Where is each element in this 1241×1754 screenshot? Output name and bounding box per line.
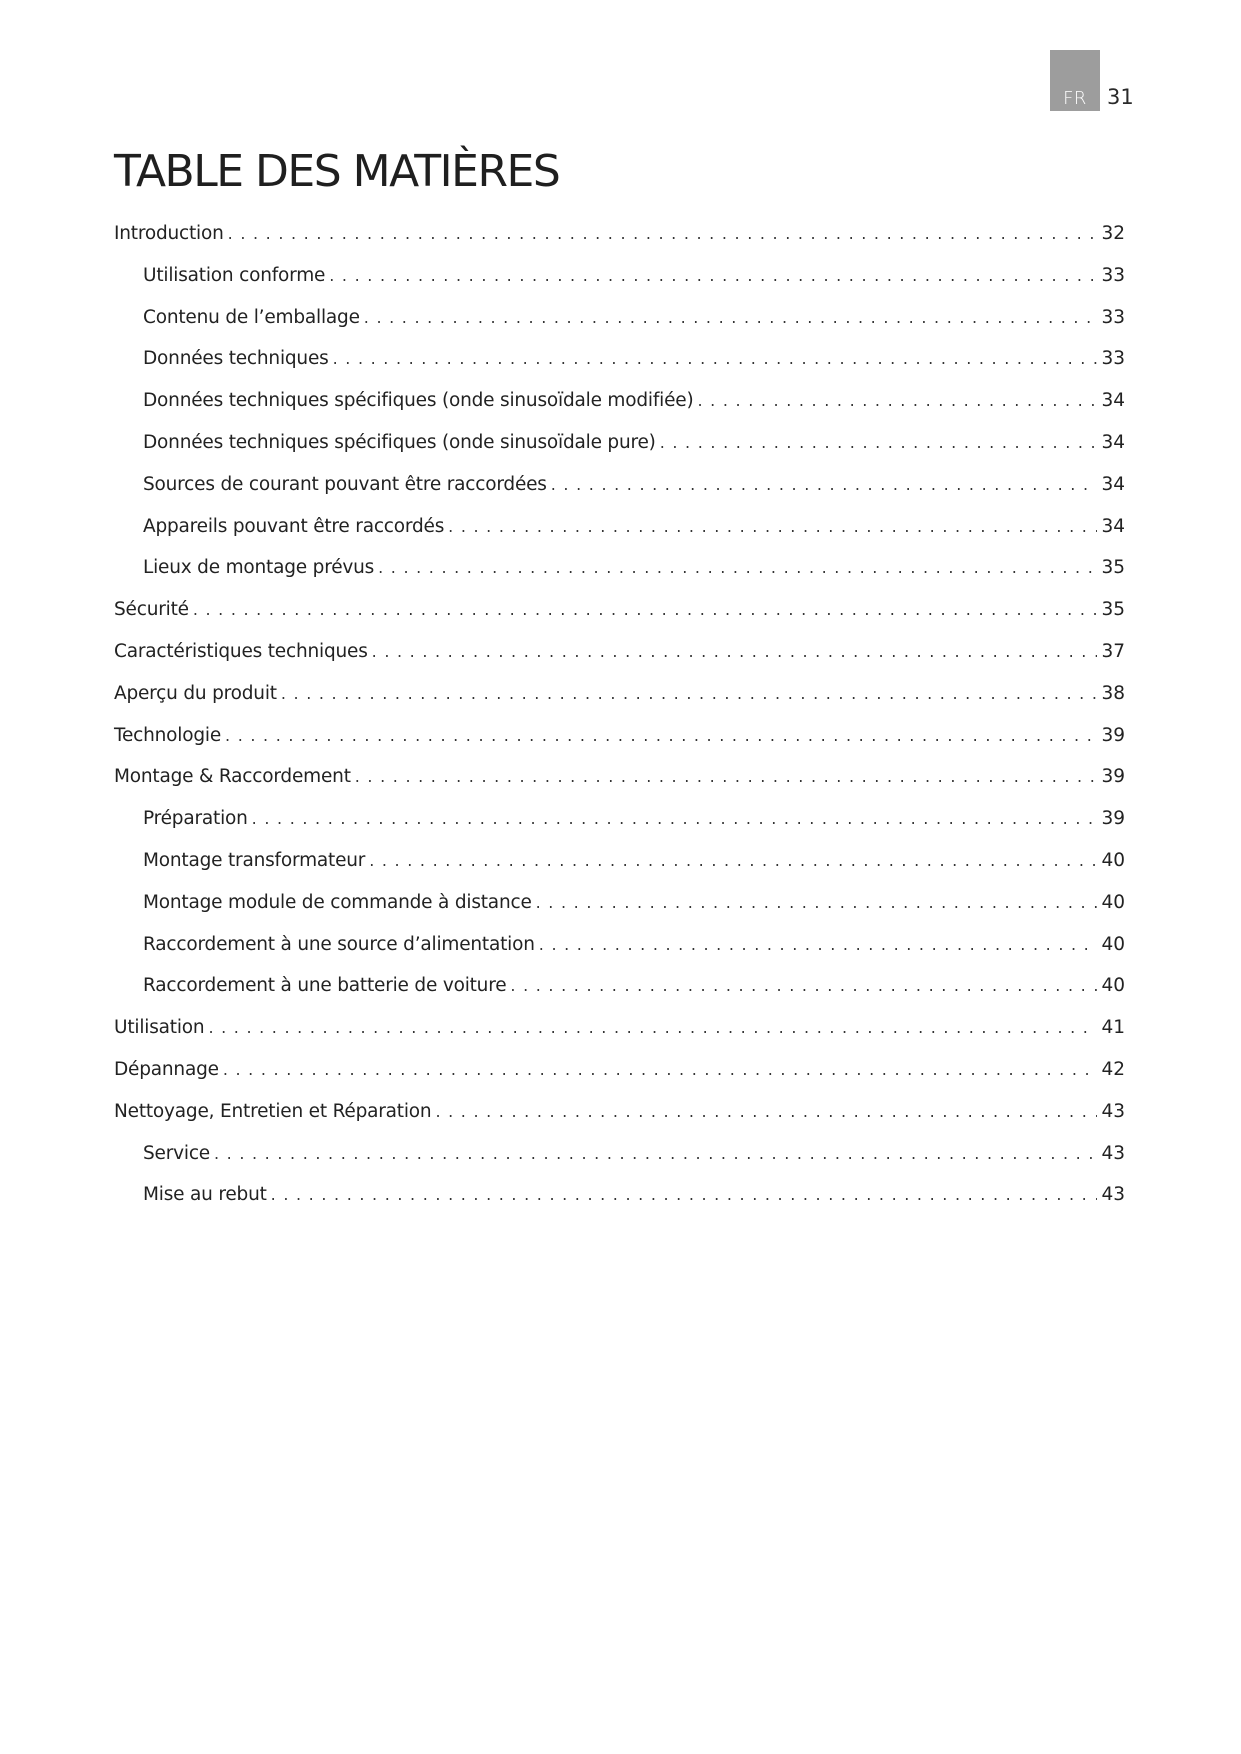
toc-entry-page-number: 43 [1101,1142,1125,1164]
toc-entry-page-number: 39 [1101,766,1125,788]
dot-leader [271,1185,1097,1204]
dot-leader [281,684,1097,703]
toc-entry[interactable] [114,808,1125,850]
dot-leader [193,600,1097,619]
toc-entry-label: Appareils pouvant être raccordés [143,515,445,537]
toc-entry-page-number: 40 [1101,933,1125,955]
toc-entry-label: Données techniques spécifiques (onde sinusoïdale pure) [143,431,656,453]
dot-leader [364,308,1097,327]
toc-entry[interactable] [114,850,1125,892]
toc-entry-label: Sécurité [114,599,189,621]
toc-entry[interactable] [114,474,1125,516]
dot-leader [372,642,1097,661]
toc-entry-label: Dépannage [114,1058,219,1080]
dot-leader [378,558,1097,577]
dot-leader [448,517,1097,536]
dot-leader [223,1060,1097,1079]
toc-entry-page-number: 41 [1101,1017,1125,1039]
toc-entry[interactable] [114,223,1125,265]
dot-leader [551,475,1097,494]
toc-entry[interactable] [114,432,1125,474]
toc-entry-page-number: 32 [1101,223,1125,244]
dot-leader [225,726,1097,745]
toc-entry-page-number: 33 [1101,348,1125,370]
toc-entry-label: Montage module de commande à distance [143,891,532,913]
toc-entry[interactable] [114,599,1125,641]
toc-entry[interactable] [114,265,1125,307]
toc-entry-page-number: 35 [1101,599,1125,621]
toc-entry-label: Données techniques [143,348,329,370]
toc-entry-page-number: 40 [1101,975,1125,997]
dot-leader [539,935,1097,954]
toc-entry[interactable] [114,766,1125,808]
toc-entry-label: Mise au rebut [143,1184,267,1206]
toc-entry[interactable] [114,348,1125,390]
toc-entry-page-number: 33 [1101,306,1125,328]
toc-entry-label: Montage & Raccordement [114,766,351,788]
toc-entry-page-number: 35 [1101,557,1125,579]
toc-entry[interactable] [114,725,1125,767]
dot-leader [214,1144,1097,1163]
toc-entry[interactable] [114,934,1125,976]
toc-entry[interactable] [114,683,1125,725]
toc-entry-label: Service [143,1142,210,1164]
toc-entry[interactable] [114,1059,1125,1101]
toc-entry-label: Aperçu du produit [114,682,277,704]
dot-leader [660,433,1097,452]
toc-entry-page-number: 43 [1101,1100,1125,1122]
page-number: 31 [1107,85,1134,109]
dot-leader [435,1102,1097,1121]
toc-entry-page-number: 40 [1101,849,1125,871]
table-of-contents [114,223,1125,1226]
dot-leader [510,976,1097,995]
toc-entry-label: Introduction [114,223,224,244]
toc-entry-label: Lieux de montage prévus [143,557,375,579]
toc-entry[interactable] [114,1184,1125,1226]
toc-entry-label: Caractéristiques techniques [114,640,368,662]
toc-entry[interactable] [114,1143,1125,1185]
toc-entry-page-number: 37 [1101,640,1125,662]
toc-entry[interactable] [114,1101,1125,1143]
dot-leader [333,349,1097,368]
toc-entry-page-number: 39 [1101,724,1125,746]
toc-entry-page-number: 43 [1101,1184,1125,1206]
toc-entry-page-number: 34 [1101,473,1125,495]
toc-entry-label: Montage transformateur [143,849,366,871]
dot-leader [208,1018,1097,1037]
dot-leader [698,391,1098,410]
dot-leader [252,809,1097,828]
toc-entry-label: Raccordement à une batterie de voiture [143,975,507,997]
toc-entry-page-number: 40 [1101,891,1125,913]
toc-entry-label: Utilisation conforme [143,264,326,286]
toc-entry-page-number: 34 [1101,515,1125,537]
dot-leader [329,266,1097,285]
toc-entry[interactable] [114,1017,1125,1059]
toc-entry-label: Raccordement à une source d’alimentation [143,933,535,955]
toc-entry-label: Nettoyage, Entretien et Réparation [114,1100,432,1122]
toc-entry[interactable] [114,975,1125,1017]
toc-entry-page-number: 39 [1101,808,1125,830]
toc-entry-label: Technologie [114,724,222,746]
toc-entry-page-number: 33 [1101,264,1125,286]
toc-entry[interactable] [114,557,1125,599]
toc-entry-label: Données techniques spécifiques (onde sinusoïdale modifiée) [143,390,694,412]
toc-entry-page-number: 42 [1101,1058,1125,1080]
toc-entry-label: Préparation [143,808,248,830]
page-title: TABLE DES MATIÈRES [114,146,560,197]
page-marker [1050,50,1134,111]
toc-entry-page-number: 38 [1101,682,1125,704]
dot-leader [369,851,1097,870]
toc-entry-label: Sources de courant pouvant être raccordées [143,473,547,495]
toc-entry-page-number: 34 [1101,390,1125,412]
dot-leader [536,893,1097,912]
dot-leader [228,224,1097,243]
toc-entry[interactable] [114,516,1125,558]
toc-entry[interactable] [114,390,1125,432]
toc-entry[interactable] [114,307,1125,349]
language-tab: FR [1050,50,1100,111]
toc-entry-page-number: 34 [1101,431,1125,453]
toc-entry[interactable] [114,641,1125,683]
toc-entry-label: Utilisation [114,1017,205,1039]
toc-entry[interactable] [114,892,1125,934]
dot-leader [355,767,1097,786]
toc-entry-label: Contenu de l’emballage [143,306,360,328]
